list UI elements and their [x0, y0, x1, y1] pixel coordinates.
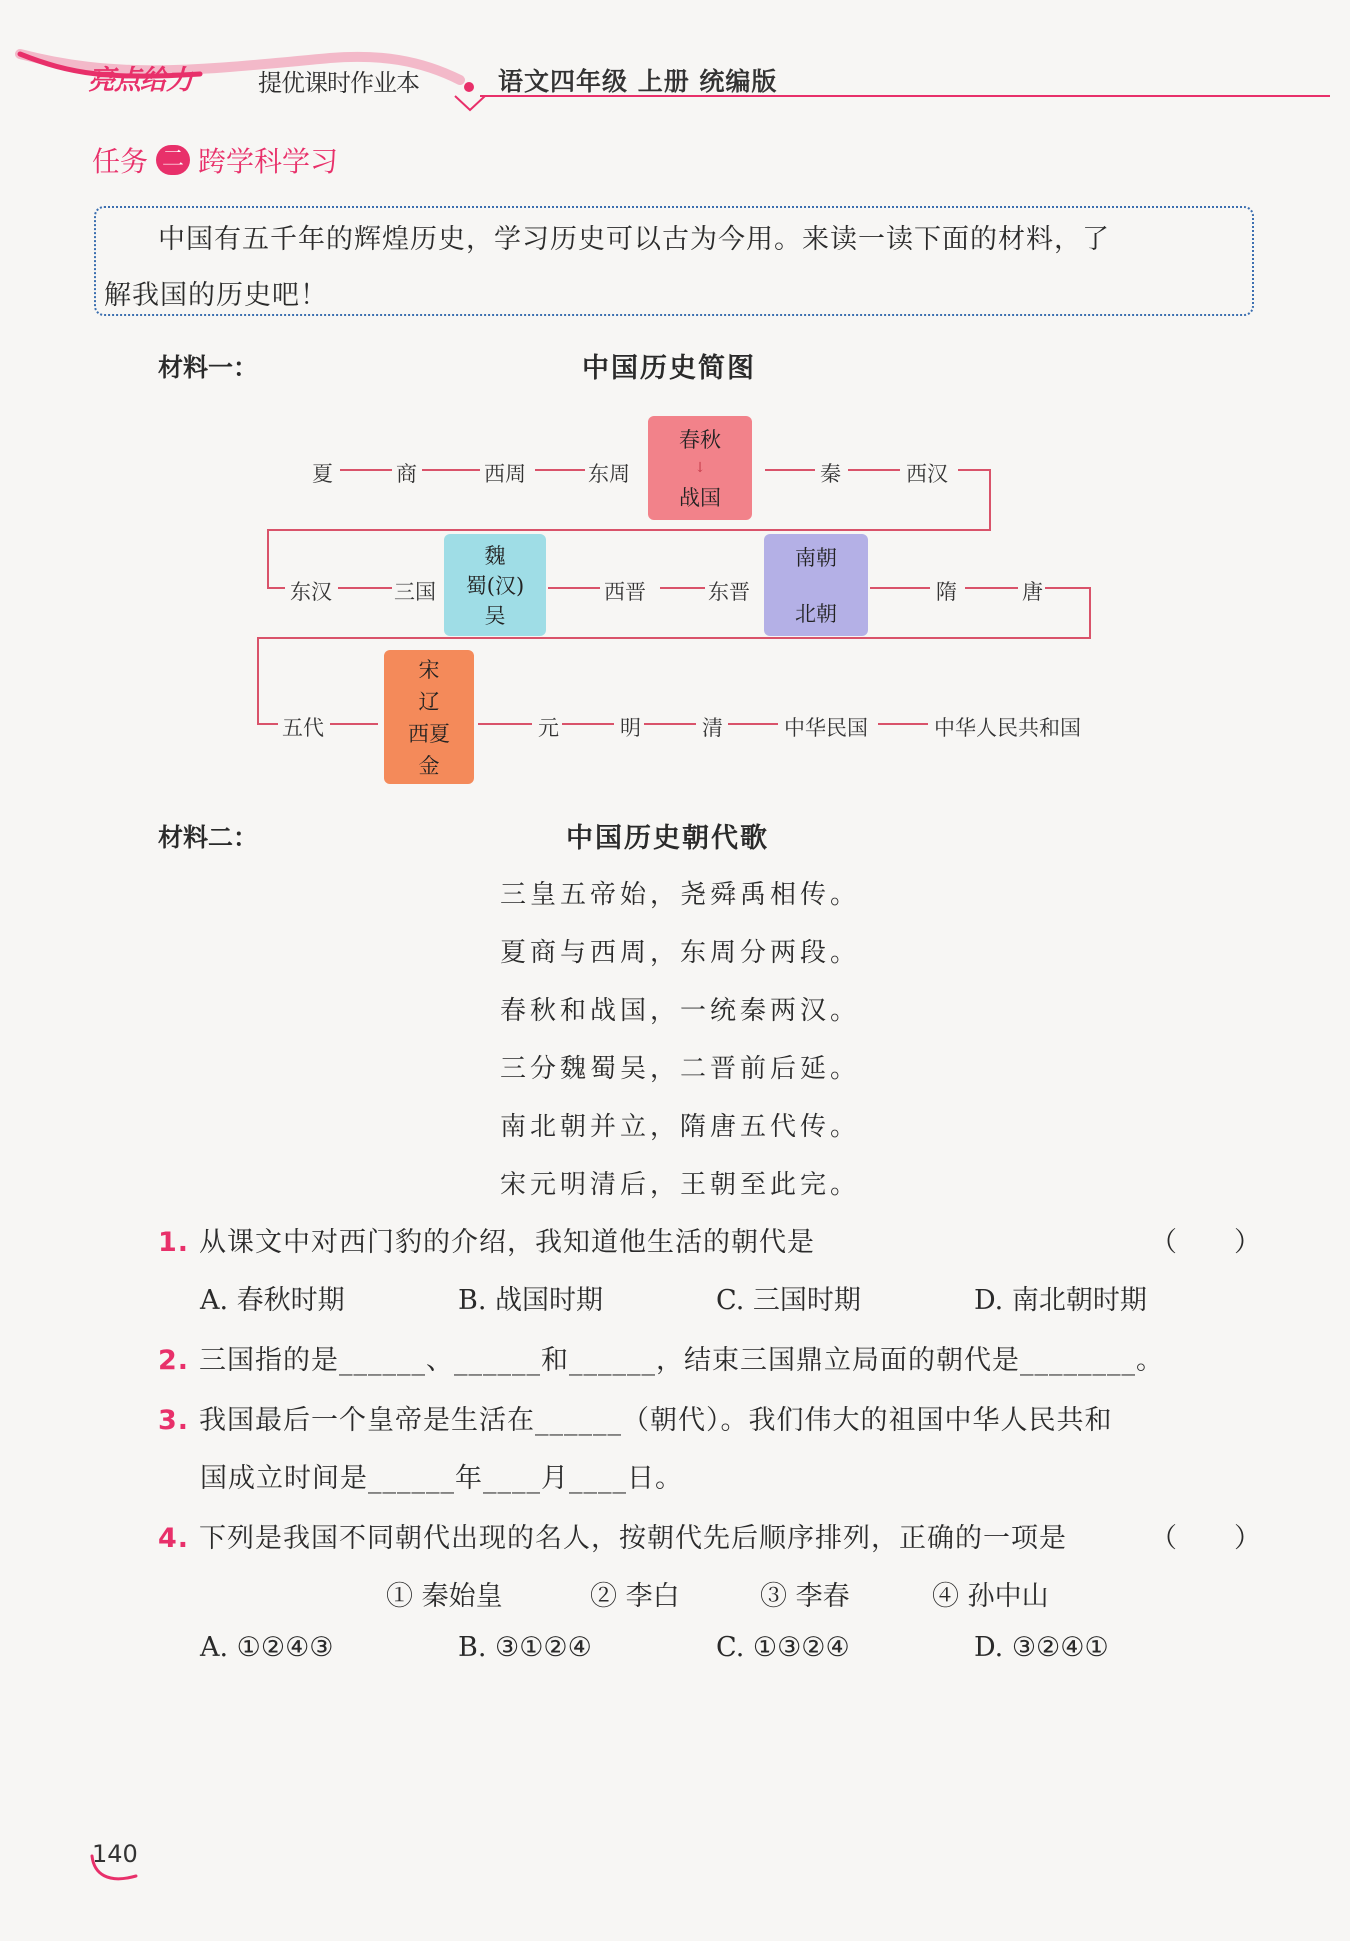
dynasty-dongjin: 东晋: [708, 580, 750, 604]
question-1-option-b[interactable]: B. 战国时期: [458, 1285, 604, 1316]
dynasty-dongzhou: 东周: [588, 462, 630, 486]
task-prefix: 任务: [92, 145, 149, 178]
question-1-answer-paren[interactable]: （ ）: [1150, 1227, 1262, 1258]
question-3-number: 3.: [158, 1405, 190, 1436]
task-name: 跨学科学习: [198, 145, 339, 178]
dynasty-song: 宋: [418, 658, 440, 682]
brand-subtitle: 提优课时作业本: [258, 69, 419, 97]
dynasty-xijin: 西晋: [604, 580, 646, 604]
question-1-option-a[interactable]: A. 春秋时期: [200, 1285, 345, 1316]
dynasty-sui: 隋: [936, 580, 957, 604]
dynasty-shang: 商: [396, 462, 417, 486]
question-4-item-4: ④ 孙中山: [932, 1581, 1049, 1612]
dynasty-ming: 明: [620, 716, 641, 740]
brand-logo: 亮点给力: [88, 65, 192, 96]
question-4-option-a[interactable]: A. ①②④③: [200, 1632, 334, 1663]
dynasty-jin: 金: [418, 754, 440, 778]
question-4-item-3: ③ 李春: [760, 1581, 850, 1612]
intro-line-1: 中国有五千年的辉煌历史，学习历史可以古为今用。来读一读下面的材料，了: [158, 224, 1110, 255]
box-chunqiu-zhanguo: [648, 416, 752, 520]
question-4: [158, 1516, 1067, 1555]
material1-label: 材料一：: [158, 353, 259, 382]
down-arrow-icon: ↓: [694, 460, 706, 476]
dynasty-liao: 辽: [418, 690, 440, 714]
dynasty-xihan: 西汉: [906, 462, 948, 486]
dynasty-beichao: 北朝: [795, 602, 837, 626]
page-number: 140: [92, 1840, 138, 1868]
poem-line-3: 春秋和战国，一统秦两汉。: [500, 996, 861, 1026]
question-3-line-1[interactable]: 我国最后一个皇帝是生活在______（朝代）。我们伟大的祖国中华人民共和: [199, 1405, 1113, 1436]
question-1: [158, 1220, 815, 1259]
question-4-option-d[interactable]: D. ③②④①: [974, 1632, 1109, 1663]
dynasty-zhanguo: 战国: [679, 486, 721, 510]
dynasty-chunqiu: 春秋: [679, 428, 721, 452]
task-number-badge: 二: [156, 145, 190, 175]
dynasty-qin: 秦: [820, 462, 841, 486]
dynasty-donghan: 东汉: [290, 580, 332, 604]
dynasty-nanchao: 南朝: [795, 546, 837, 570]
dynasty-yuan: 元: [538, 716, 559, 740]
question-1-option-c[interactable]: C. 三国时期: [716, 1285, 861, 1316]
question-4-item-1: ① 秦始皇: [386, 1581, 503, 1612]
intro-line-2: 解我国的历史吧！: [104, 280, 328, 311]
question-2-text[interactable]: 三国指的是______、______和______，结束三国鼎立局面的朝代是________。: [199, 1345, 1165, 1376]
question-4-option-b[interactable]: B. ③①②④: [458, 1632, 592, 1663]
box-song-liao-xixia-jin: [384, 650, 474, 784]
poem-line-2: 夏商与西周，东周分两段。: [500, 938, 861, 968]
grade-info: 语文四年级 上册 统编版: [498, 67, 778, 96]
question-4-number: 4.: [158, 1523, 190, 1554]
dynasty-wei: 魏: [484, 544, 506, 568]
dynasty-xizhou: 西周: [484, 462, 526, 486]
dynasty-shu: 蜀(汉): [465, 574, 525, 598]
dynasty-wudai: 五代: [282, 716, 324, 740]
question-4-answer-paren[interactable]: （ ）: [1150, 1523, 1262, 1554]
question-3-line-2[interactable]: 国成立时间是______年____月____日。: [200, 1463, 683, 1494]
dynasty-wu: 吴: [484, 604, 506, 628]
material2-label: 材料二：: [158, 823, 259, 852]
dynasty-zhonghuaminguo: 中华民国: [784, 716, 868, 740]
question-1-option-d[interactable]: D. 南北朝时期: [974, 1285, 1147, 1316]
timeline-connectors: [0, 0, 1350, 800]
box-wei-shu-wu: [444, 534, 546, 636]
question-2: [158, 1338, 1164, 1377]
question-3: [158, 1398, 1113, 1437]
question-1-text: 从课文中对西门豹的介绍，我知道他生活的朝代是: [199, 1227, 816, 1258]
poem-line-5: 南北朝并立，隋唐五代传。: [500, 1112, 861, 1142]
question-1-number: 1.: [158, 1227, 190, 1258]
question-2-number: 2.: [158, 1345, 190, 1376]
dynasty-sanguo: 三国: [394, 580, 436, 604]
material2-title: 中国历史朝代歌: [566, 823, 769, 854]
box-nanbeichao: [764, 534, 868, 636]
dynasty-prc: 中华人民共和国: [934, 716, 1081, 740]
dynasty-tang: 唐: [1022, 580, 1043, 604]
question-4-item-2: ② 李白: [590, 1581, 680, 1612]
question-4-option-c[interactable]: C. ①③②④: [716, 1632, 850, 1663]
question-4-text: 下列是我国不同朝代出现的名人，按朝代先后顺序排列，正确的一项是: [199, 1523, 1068, 1554]
material1-title: 中国历史简图: [582, 353, 756, 384]
dynasty-xia: 夏: [312, 462, 333, 486]
dynasty-qing: 清: [702, 716, 723, 740]
dynasty-xixia: 西夏: [408, 722, 450, 746]
poem-line-1: 三皇五帝始，尧舜禹相传。: [500, 880, 861, 910]
poem-line-6: 宋元明清后，王朝至此完。: [500, 1170, 861, 1200]
poem-line-4: 三分魏蜀吴，二晋前后延。: [500, 1054, 861, 1084]
